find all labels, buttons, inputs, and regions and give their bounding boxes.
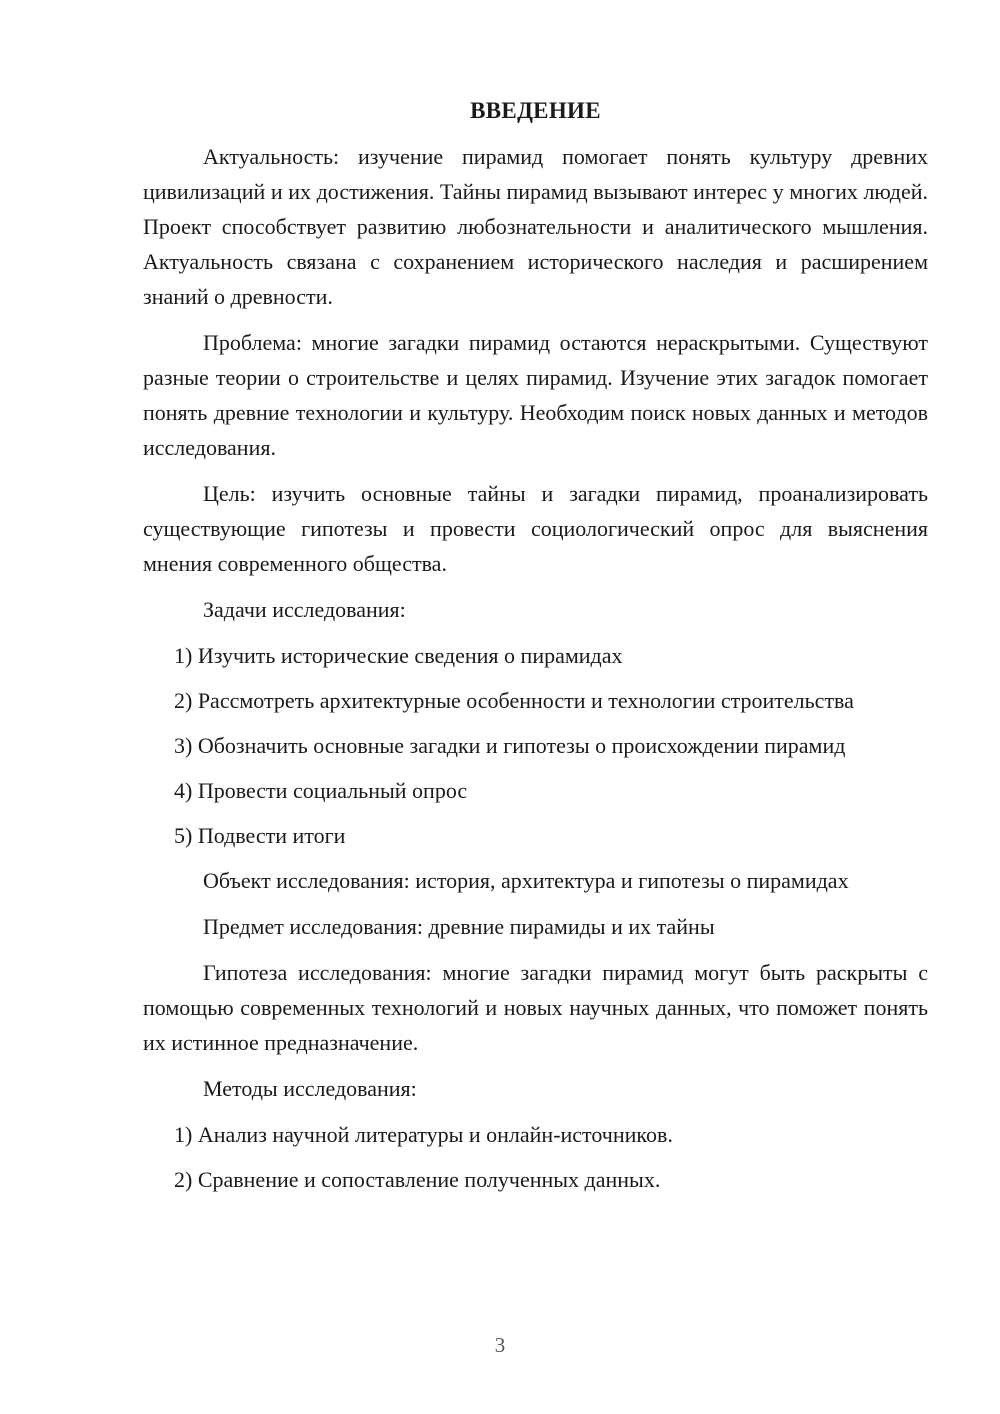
relevance-paragraph: Актуальность: изучение пирамид помогает понять культуру древних цивилизаций и их достижения. Тайны пирамид вызывают интерес у многих людей. Проект способствует развитию любознательности и аналитического мышления. Актуальность связана с сохранением исторического наследия и расширением знаний о древности.: [143, 144, 928, 309]
method-item-1: 1) Анализ научной литературы и онлайн-источников.: [174, 1122, 673, 1147]
task-item-3: 3) Обозначить основные загадки и гипотезы о происхождении пирамид: [174, 733, 846, 758]
hypothesis-paragraph: Гипотеза исследования: многие загадки пирамид могут быть раскрыты с помощью современных технологий и новых научных данных, что поможет понять их истинное предназначение.: [143, 960, 928, 1055]
document-page: [143, 96, 928, 1207]
methods-heading: Методы исследования:: [203, 1076, 417, 1101]
tasks-heading: Задачи исследования:: [203, 597, 406, 622]
subject-paragraph: Предмет исследования: древние пирамиды и их тайны: [203, 914, 715, 939]
task-item-5: 5) Подвести итоги: [174, 823, 346, 848]
task-item-1: 1) Изучить исторические сведения о пирамидах: [174, 643, 623, 668]
task-item-2: 2) Рассмотреть архитектурные особенности и технологии строительства: [174, 688, 854, 713]
section-title: ВВЕДЕНИЕ: [470, 98, 601, 123]
object-paragraph: Объект исследования: история, архитектура и гипотезы о пирамидах: [203, 868, 849, 893]
page-number: 3: [494, 1333, 506, 1357]
task-item-4: 4) Провести социальный опрос: [174, 778, 468, 803]
method-item-2: 2) Сравнение и сопоставление полученных данных.: [174, 1167, 661, 1192]
goal-paragraph: Цель: изучить основные тайны и загадки пирамид, проанализировать существующие гипотезы и провести социологический опрос для выяснения мнения современного общества.: [143, 481, 928, 576]
problem-paragraph: Проблема: многие загадки пирамид остаются нераскрытыми. Существуют разные теории о строительстве и целях пирамид. Изучение этих загадок помогает понять древние технологии и культуру. Необходим поиск новых данных и методов исследования.: [143, 330, 928, 460]
